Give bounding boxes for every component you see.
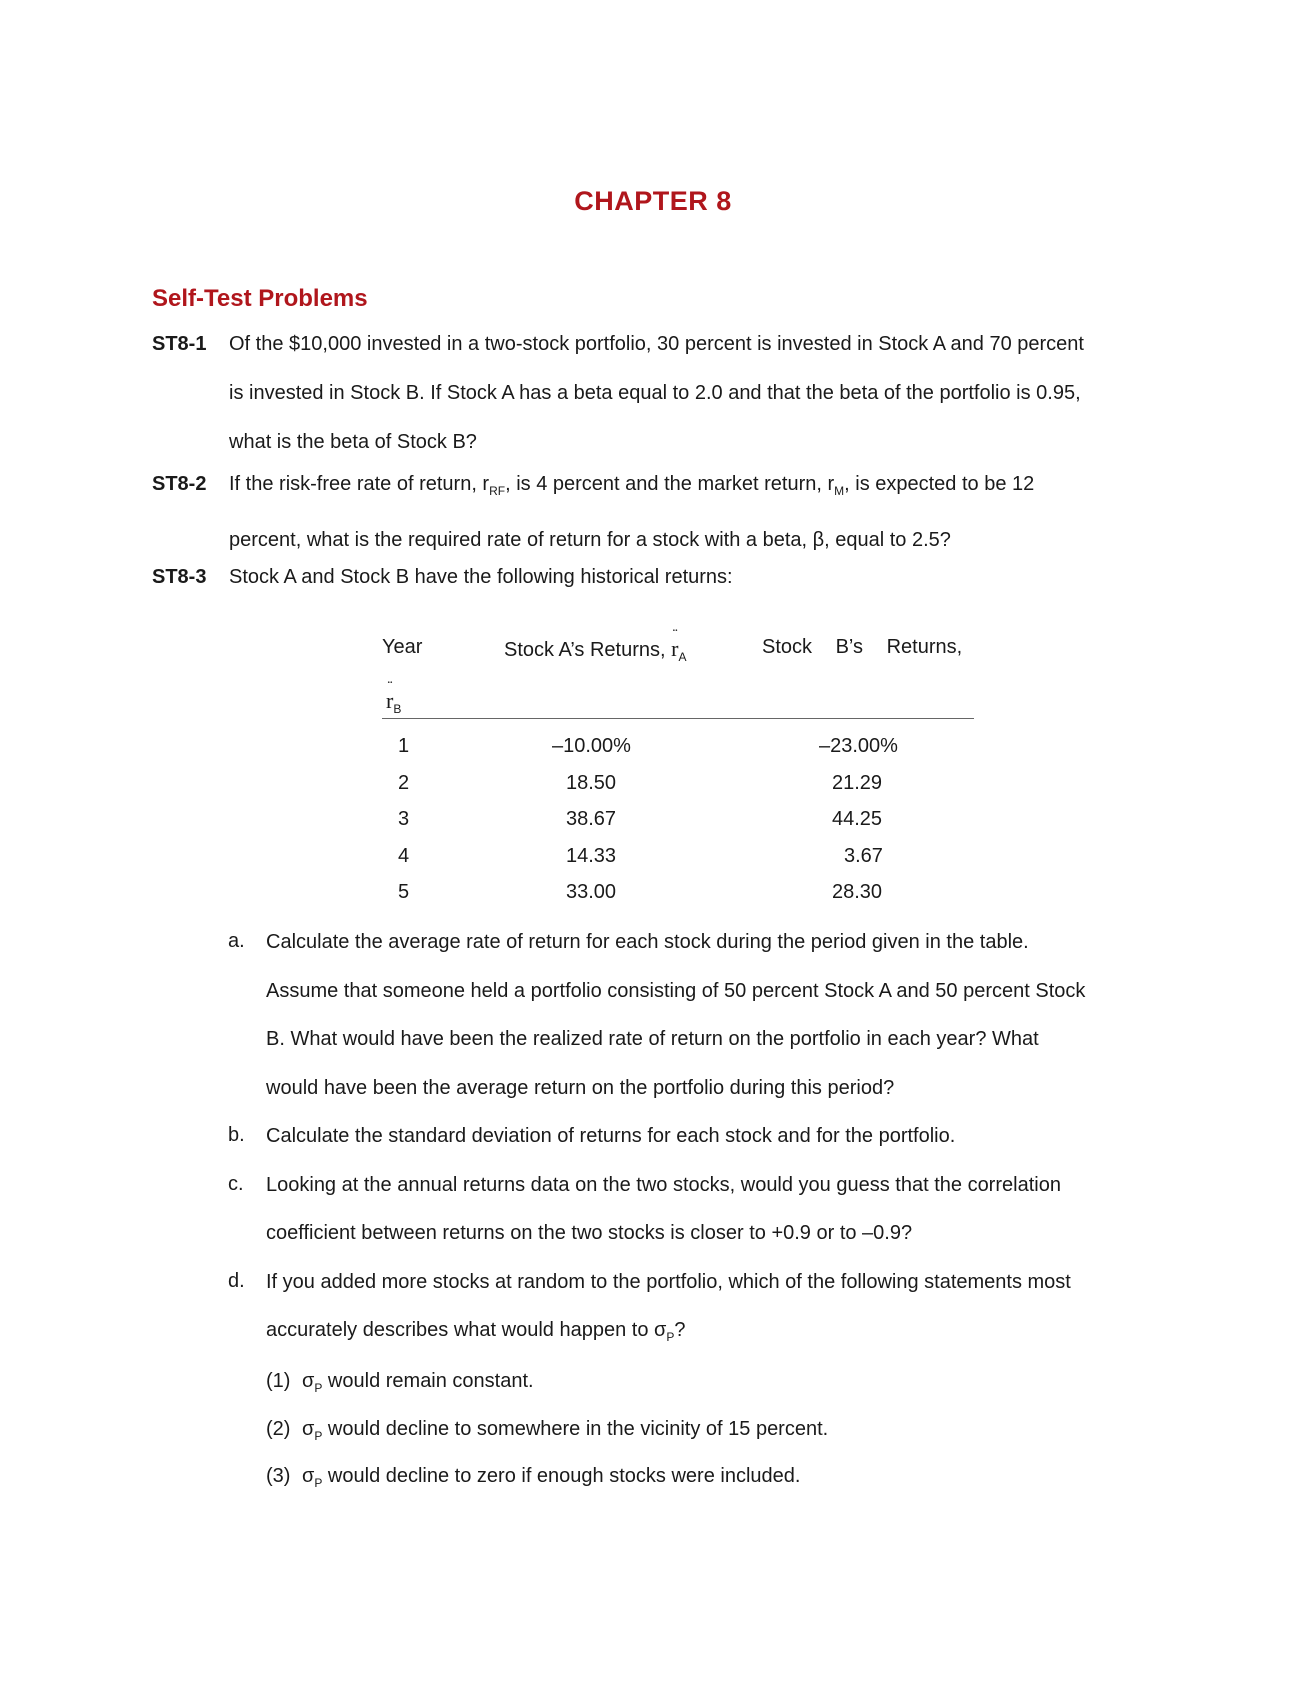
section-title: Self-Test Problems [152,285,368,312]
question-label: b. [228,1124,245,1146]
problem-line: percent, what is the required rate of return for a stock with a beta, β, equal to 2.5? [229,529,951,551]
r-double-dot-symbol: .. r [671,636,678,661]
cell-stock-a: 33.00 [566,881,617,903]
question-line: coefficient between returns on the two stocks is closer to +0.9 or to –0.9? [266,1222,913,1244]
cell-year: 2 [398,772,410,794]
question-b [228,1112,1148,1161]
header-text: Stock [762,636,813,658]
sigma-symbol: σ [302,1370,315,1392]
problem-number: ST8-3 [152,566,207,588]
question-line: Looking at the annual returns data on the two stocks, would you guess that the correlation [266,1173,1061,1196]
option-text: would decline to somewhere in the vicinity of 15 percent. [322,1418,829,1440]
question-c [228,1161,1148,1258]
subscript: P [314,1381,323,1395]
chapter-title: CHAPTER 8 [574,186,732,216]
question-line: Calculate the standard deviation of returns for each stock and for the portfolio. [266,1125,956,1147]
question-line: would have been the average return on the portfolio during this period? [266,1076,895,1099]
cell-year: 5 [398,881,410,903]
question-list [228,918,1148,1362]
cell-stock-a: 38.67 [566,808,617,830]
text-run: accurately describes what would happen to σ [266,1319,667,1341]
col-header-stock-a [504,636,686,664]
header-text: B’s [835,636,864,658]
option-text: would remain constant. [322,1370,534,1392]
text-run: , is expected to be 12 [844,473,1035,495]
question-text [266,1258,1148,1362]
question-label: a. [228,930,245,952]
option-label: (3) [266,1465,291,1487]
r-double-dot-symbol: .. r [386,688,393,713]
problem-line: Of the $10,000 invested in a two-stock portfolio, 30 percent is invested in Stock A and 70 percent [229,333,1084,355]
cell-year: 1 [398,735,410,757]
question-text [266,918,1148,1112]
cell-stock-b: –23.00% [819,735,898,757]
cell-stock-a: –10.00% [552,735,631,757]
col-header-year: Year [382,636,423,658]
text-run: If the risk-free rate of return, r [229,473,490,495]
option-2 [266,1418,828,1443]
subscript: M [834,484,845,498]
option-1 [266,1370,534,1395]
question-line: B. What would have been the realized rate of return on the portfolio in each year? What [266,1028,1039,1050]
subscript: A [678,650,687,664]
problem-line: is invested in Stock B. If Stock A has a beta equal to 2.0 and that the beta of the portfolio is 0.95, [229,382,1081,404]
problem-line: what is the beta of Stock B? [229,431,477,453]
problem-number: ST8-2 [152,473,207,495]
option-label: (1) [266,1370,291,1392]
problem-line: Stock A and Stock B have the following historical returns: [229,566,733,588]
question-d [228,1258,1148,1362]
question-text [266,1161,1148,1258]
subscript: RF [489,484,506,498]
col-header-stock-b-symbol [386,688,401,716]
question-line [266,1306,1148,1362]
text-run: ? [674,1319,686,1341]
question-line: Calculate the average rate of return for each stock during the period given in the table. [266,931,1029,953]
header-text: Stock A’s Returns, [504,639,666,661]
option-label: (2) [266,1418,291,1440]
col-header-stock-b [762,636,962,659]
subscript: P [314,1476,323,1490]
cell-stock-a: 18.50 [566,772,617,794]
cell-stock-b: 3.67 [844,845,883,867]
question-text [266,1112,1148,1161]
cell-stock-b: 28.30 [832,881,883,903]
problem-body [229,553,1229,602]
subscript: P [666,1330,675,1344]
cell-year: 4 [398,845,410,867]
text-run: , is 4 percent and the market return, r [505,473,835,495]
cell-stock-a: 14.33 [566,845,617,867]
cell-stock-b: 21.29 [832,772,883,794]
question-a [228,918,1148,1112]
sigma-symbol: σ [302,1465,315,1487]
problem-body [229,460,1229,565]
problem-number: ST8-1 [152,333,207,355]
question-label: c. [228,1172,244,1195]
table-header-rule [382,718,974,719]
question-line: If you added more stocks at random to the portfolio, which of the following statements most [266,1270,1071,1293]
option-3 [266,1465,800,1490]
cell-stock-b: 44.25 [832,808,883,830]
problem-body [229,320,1229,467]
question-label: d. [228,1269,245,1292]
subscript: B [393,702,402,716]
header-text: Returns, [886,636,963,658]
problem-line [229,460,1229,516]
sigma-symbol: σ [302,1418,315,1440]
option-text: would decline to zero if enough stocks were included. [322,1465,801,1487]
cell-year: 3 [398,808,410,830]
subscript: P [314,1429,323,1443]
question-line: Assume that someone held a portfolio consisting of 50 percent Stock A and 50 percent Stock [266,979,1086,1002]
